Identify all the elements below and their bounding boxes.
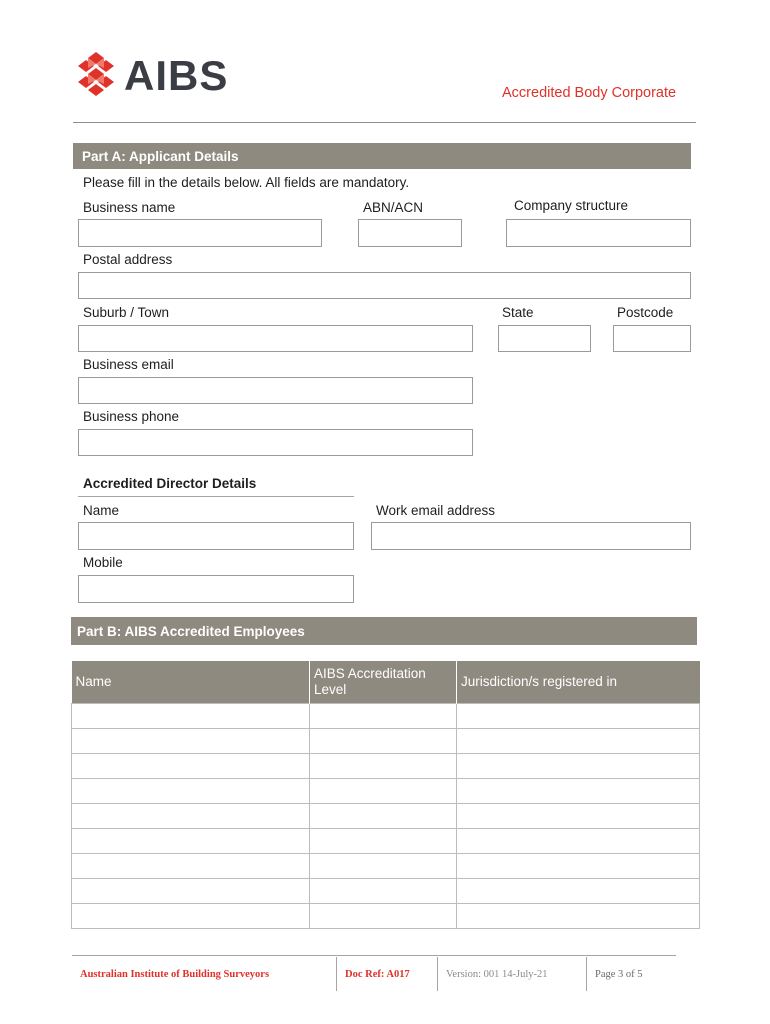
state-field[interactable] [498,325,591,352]
column-header-jurisdiction: Jurisdiction/s registered in [457,661,700,704]
table-cell-jurisdiction[interactable] [457,904,700,929]
company-structure-label: Company structure [514,198,629,213]
table-row [72,854,700,879]
table-row [72,729,700,754]
table-cell-accreditation-level[interactable] [310,904,457,929]
table-cell-name[interactable] [72,779,310,804]
column-header-name: Name [72,661,310,704]
business-email-field[interactable] [78,377,473,404]
mobile-field[interactable] [78,575,354,603]
header-divider [73,122,696,123]
postcode-label: Postcode [617,305,674,320]
table-row [72,779,700,804]
table-row [72,754,700,779]
table-row [72,829,700,854]
business-email-label: Business email [83,357,174,372]
company-structure-field[interactable] [506,219,691,247]
employees-table [71,661,700,929]
table-cell-accreditation-level[interactable] [310,879,457,904]
table-cell-jurisdiction[interactable] [457,804,700,829]
work-email-label: Work email address [376,503,496,518]
part-b-header [71,617,697,645]
table-cell-name[interactable] [72,804,310,829]
table-cell-jurisdiction[interactable] [457,879,700,904]
suburb-label: Suburb / Town [83,305,170,320]
aibs-logo-icon [72,50,120,98]
director-section-title: Accredited Director Details [83,476,257,491]
table-cell-jurisdiction[interactable] [457,854,700,879]
column-header-accreditation-level: AIBS Accreditation Level [310,661,457,704]
table-cell-accreditation-level[interactable] [310,704,457,729]
part-a-header [73,143,691,169]
director-name-field[interactable] [78,522,354,550]
footer-divider [72,955,676,956]
table-cell-accreditation-level[interactable] [310,829,457,854]
table-cell-accreditation-level[interactable] [310,729,457,754]
logo-text: AIBS [124,52,229,99]
state-label: State [502,305,534,320]
footer-version: Version: 001 14-July-21 [446,968,548,980]
abn-field[interactable] [358,219,462,247]
part-b-title: Part B: AIBS Accredited Employees [77,623,305,639]
table-cell-name[interactable] [72,754,310,779]
table-cell-name[interactable] [72,879,310,904]
table-cell-jurisdiction[interactable] [457,729,700,754]
table-cell-jurisdiction[interactable] [457,704,700,729]
table-header-row [72,661,700,704]
table-cell-accreditation-level[interactable] [310,854,457,879]
table-cell-jurisdiction[interactable] [457,829,700,854]
footer-org: Australian Institute of Building Surveyors [80,968,270,980]
business-name-label: Business name [83,200,176,215]
table-cell-name[interactable] [72,854,310,879]
table-cell-accreditation-level[interactable] [310,754,457,779]
table-cell-name[interactable] [72,704,310,729]
table-cell-jurisdiction[interactable] [457,754,700,779]
table-cell-accreditation-level[interactable] [310,779,457,804]
table-row [72,704,700,729]
footer-page: Page 3 of 5 [595,968,643,980]
business-phone-field[interactable] [78,429,473,456]
table-cell-jurisdiction[interactable] [457,779,700,804]
director-section-divider [78,496,354,497]
table-cell-name[interactable] [72,729,310,754]
table-cell-name[interactable] [72,904,310,929]
table-cell-accreditation-level[interactable] [310,804,457,829]
suburb-field[interactable] [78,325,473,352]
table-row [72,804,700,829]
postal-address-label: Postal address [83,252,173,267]
table-cell-name[interactable] [72,829,310,854]
business-name-field[interactable] [78,219,322,247]
business-phone-label: Business phone [83,409,180,424]
part-a-title: Part A: Applicant Details [82,148,239,164]
table-row [72,904,700,929]
work-email-field[interactable] [371,522,691,550]
postcode-field[interactable] [613,325,691,352]
table-row [72,879,700,904]
abn-label: ABN/ACN [363,200,424,215]
director-name-label: Name [83,503,120,518]
instruction-text: Please fill in the details below. All fields are mandatory. [83,175,410,190]
mobile-label: Mobile [83,555,123,570]
footer-doc-ref: Doc Ref: A017 [345,968,410,980]
postal-address-field[interactable] [78,272,691,299]
document-subtitle: Accredited Body Corporate [502,85,677,101]
